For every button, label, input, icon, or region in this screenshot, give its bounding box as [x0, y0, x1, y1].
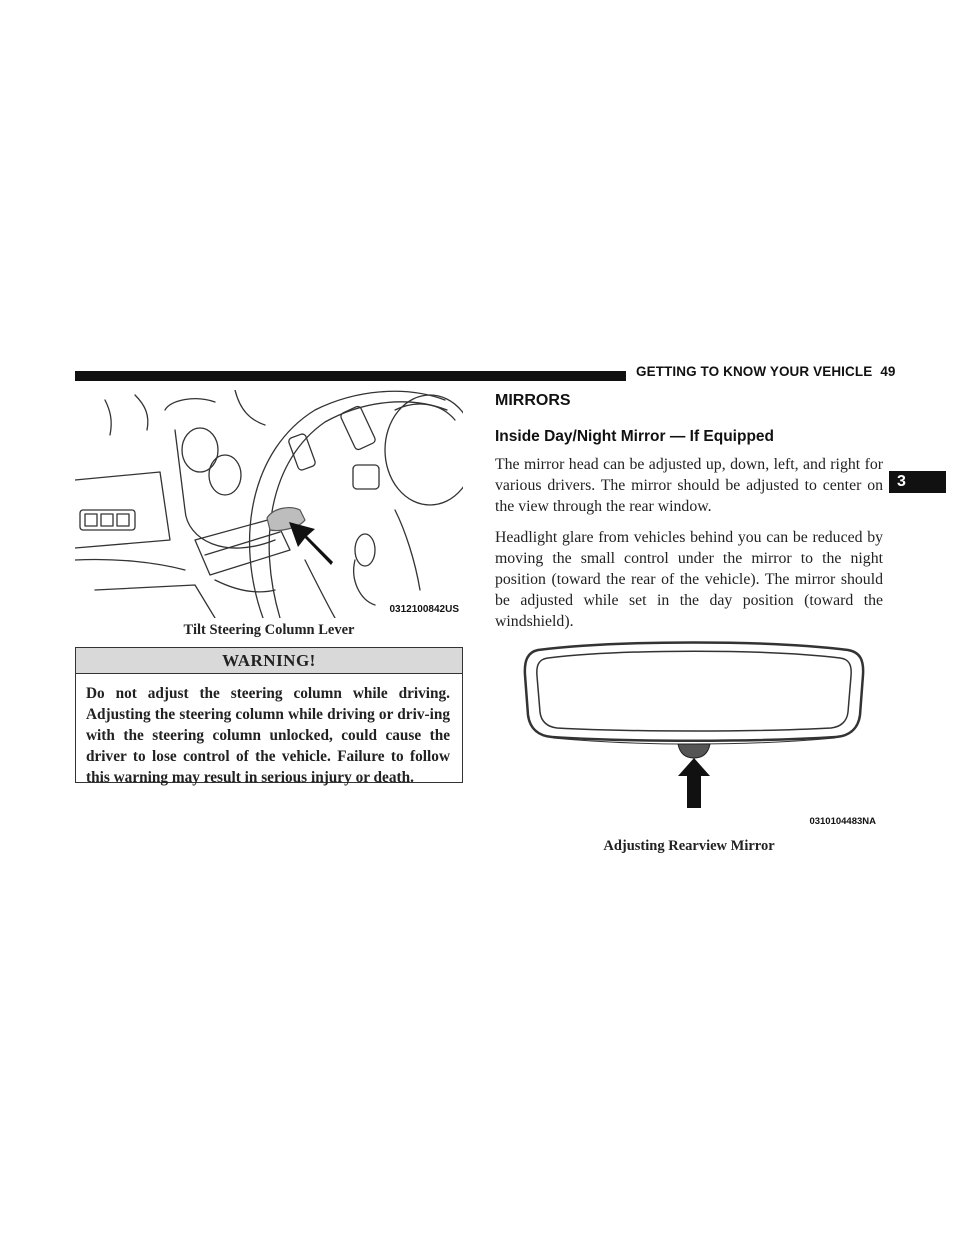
paragraph-headlight-glare: Headlight glare from vehicles behind you can be reduced by moving the small control under the mirror to the night position (toward the rear of the vehicle). The mirror should be adjusted while set in the day position (toward the windshield). [495, 529, 883, 630]
chapter-tab: 3 [889, 471, 946, 493]
subheading-day-night-mirror: Inside Day/Night Mirror — If Equipped [495, 428, 775, 445]
rearview-mirror-illustration [508, 630, 880, 830]
paragraph-mirror-adjustment: The mirror head can be adjusted up, down, left, and right for various drivers. The mirror should be adjusted to center on the view through the rear window. [495, 456, 883, 515]
section-heading-mirrors: MIRRORS [495, 392, 571, 409]
section-title: GETTING TO KNOW YOUR VEHICLE [636, 364, 873, 379]
header-rule [75, 371, 626, 381]
warning-title: WARNING! [76, 648, 462, 674]
figure-caption-rearview-mirror: Adjusting Rearview Mirror [603, 838, 775, 854]
tilt-steering-lever-illustration [75, 390, 463, 618]
mirrors-section [495, 392, 883, 632]
page-number: 49 [880, 364, 896, 379]
warning-box [75, 647, 463, 786]
warning-text: Do not adjust the steering column while driving. Adjusting the steering column while driving or driv-ing with the steering column unlocked, could cause the driver to lose control of the vehicle. Failure to follow this warning may result in serious injury or death. [86, 685, 450, 786]
running-header [636, 364, 896, 379]
figure-code: 0310104483NA [809, 816, 876, 827]
figure-caption-tilt-lever: Tilt Steering Column Lever [183, 622, 355, 638]
figure-code: 0312100842US [389, 604, 459, 615]
